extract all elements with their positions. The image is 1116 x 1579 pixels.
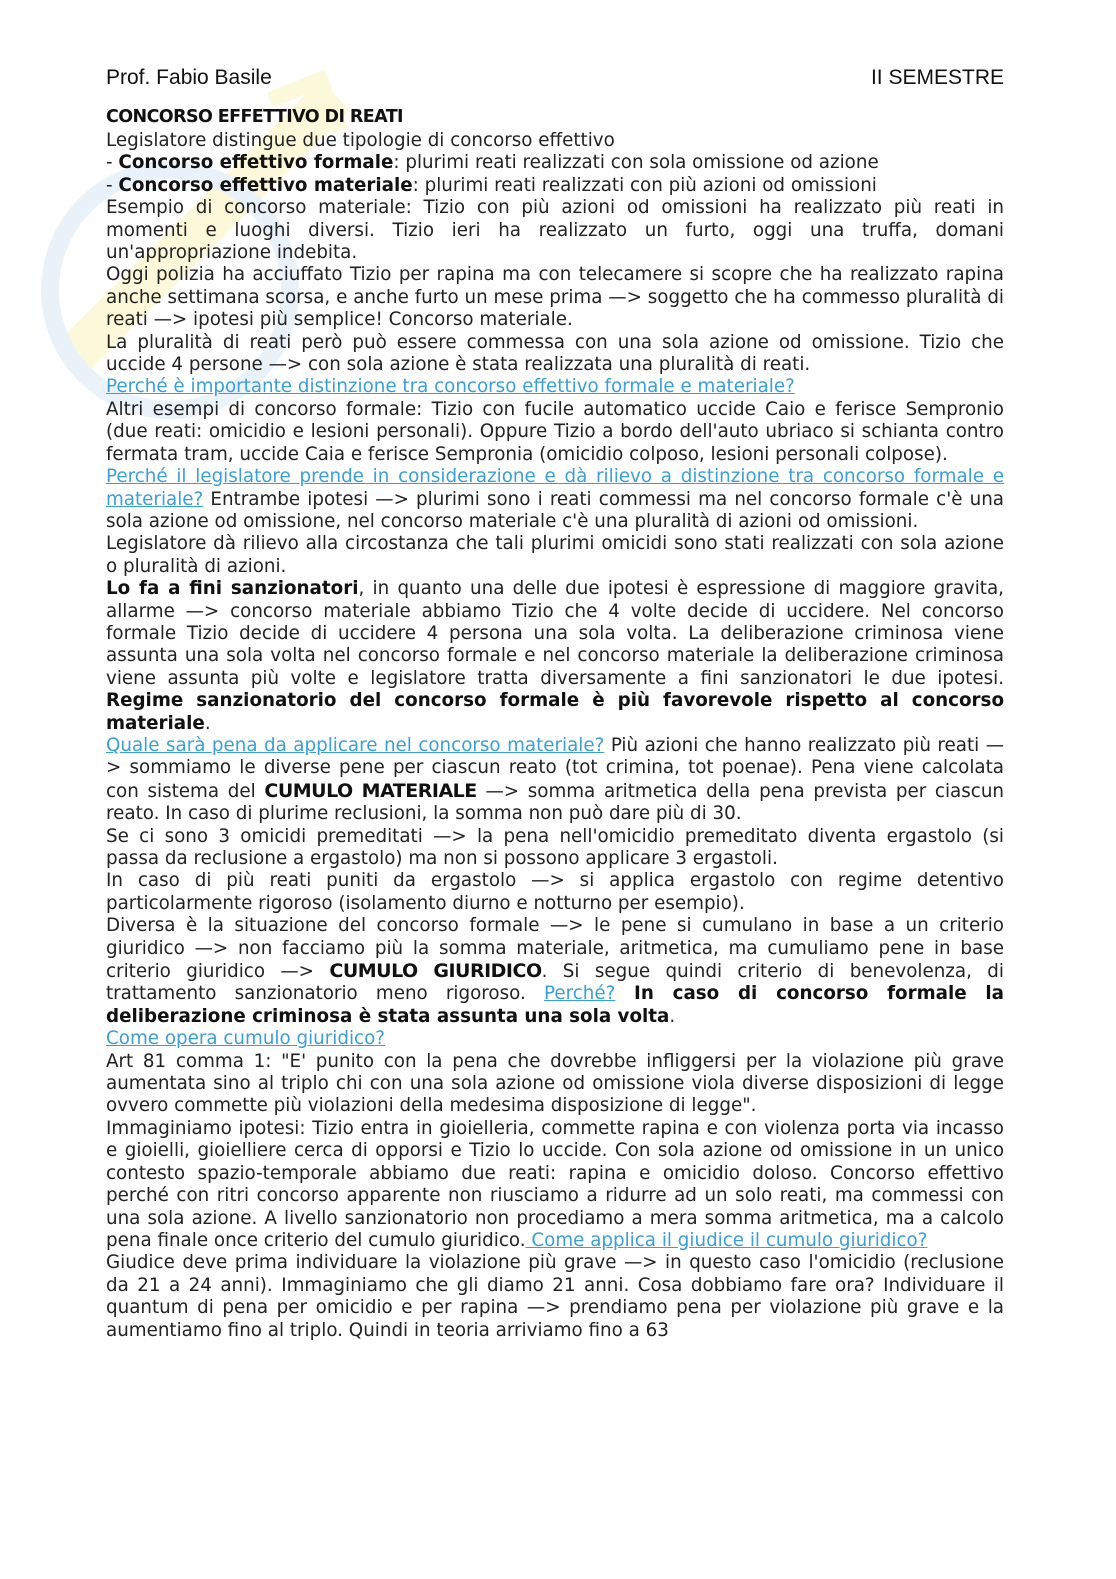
question-link[interactable]: Quale sarà pena da applicare nel concorso materiale? bbox=[106, 734, 605, 756]
question-link[interactable]: Perché? bbox=[543, 983, 616, 1005]
bullet-materiale bbox=[106, 175, 1004, 197]
cumulo-giuridico-term: CUMULO GIURIDICO bbox=[329, 960, 542, 983]
question-link[interactable]: Come opera cumulo giuridico? bbox=[106, 1028, 385, 1050]
bullet-term: Concorso effettivo materiale bbox=[118, 174, 413, 196]
paragraph-art81: Art 81 comma 1: "E' punito con la pena che dovrebbe infliggersi per la violazione più grave aumentata sino al triplo chi con una sola azione od omissione viola diverse disposizioni di legge ovvero commette più violazioni della medesima disposizione di legge". bbox=[106, 1050, 1004, 1117]
paragraph-altri-esempi: Altri esempi di concorso formale: Tizio con fucile automatico uccide Caio e ferisce Sempronio (due reati: omicidio e lesioni personali). Oppure Tizio a bordo dell'auto ubriaco si schianta contro fermata tram, uccide Caia e ferisce Sempronia (omicidio colposo, lesioni personali colpose). bbox=[106, 398, 1004, 465]
paragraph-cumulo-materiale bbox=[106, 735, 1004, 826]
section-title: CONCORSO EFFETTIVO DI REATI bbox=[106, 107, 403, 127]
paragraph-rilievo: Legislatore dà rilievo alla circostanza che tali plurimi omicidi sono stati realizzati con sola azione o pluralità di azioni. bbox=[106, 533, 1004, 577]
bold-text: In caso di concorso formale la deliberazione criminosa è stata assunta una sola volta bbox=[106, 983, 1004, 1027]
paragraph-text: Entrambe ipotesi —> plurimi sono i reati commessi ma nel concorso formale c'è una sola azione od omissione, nel concorso materiale c'è una pluralità di azioni od omissioni. bbox=[106, 488, 1004, 532]
paragraph-pluralita: La pluralità di reati però può essere commessa con una sola azione od omissione. Tizio che uccide 4 persone —> con sola azione è stata realizzata una pluralità di reati. bbox=[106, 331, 1004, 376]
cumulo-materiale-term: CUMULO MATERIALE bbox=[264, 779, 477, 802]
document-body bbox=[106, 104, 1004, 1342]
paragraph-omicidi: Se ci sono 3 omicidi premeditati —> la pena nell'omicidio premeditato diventa ergastolo (si passa da reclusione a ergastolo) ma non si possono applicare 3 ergastoli. bbox=[106, 825, 1004, 869]
paragraph-text: Diversa è la situazione del concorso formale —> le pene si cumulano in base a un criterio giuridico —> non facciamo più la somma materiale, aritmetica, ma cumuliamo pene in base criterio giuridico —> bbox=[106, 915, 1004, 983]
paragraph-oggi: Oggi polizia ha acciuffato Tizio per rapina ma con telecamere si scopre che ha realizzato rapina anche settimana scorsa, e anche furto un mese prima —> soggetto che ha commesso pluralità di reati —> ipotesi più semplice! Concorso materiale. bbox=[106, 264, 1004, 331]
semester-label: II SEMESTRE bbox=[870, 66, 1004, 89]
question-link[interactable]: Perché il legislatore prende in considerazione e dà rilievo a distinzione tra concorso formale e materiale? bbox=[106, 466, 1004, 510]
bullet-formale bbox=[106, 152, 1004, 174]
paragraph-esempio: Esempio di concorso materiale: Tizio con più azioni od omissioni ha realizzato più reati in momenti e luoghi diversi. Tizio ieri ha realizzato un furto, oggi una truffa, domani un'appropriazione indebita. bbox=[106, 197, 1004, 264]
period-text: . bbox=[669, 1005, 676, 1027]
paragraph-entrambe bbox=[106, 466, 1004, 533]
paragraph-ergastolo: In caso di più reati puniti da ergastolo —> si applica ergastolo con regime detentivo particolarmente rigoroso (isolamento diurno e notturno per esempio). bbox=[106, 870, 1004, 914]
paragraph-text: Più azioni che hanno realizzato più reati —> sommiamo le diverse pene per ciascun reato (tot crimina, tot poenae). Pena viene calcolata con sistema del bbox=[106, 734, 1004, 802]
paragraph-text: —> somma aritmetica della pena prevista per ciascun reato. In caso di plurime reclusioni, la somma non può dare più di 30. bbox=[106, 780, 1004, 825]
intro-paragraph: Legislatore distingue due tipologie di concorso effettivo bbox=[106, 130, 615, 151]
bullet-term: Concorso effettivo formale bbox=[118, 152, 394, 174]
bullet-text: : plurimi reati realizzati con sola omissione od azione bbox=[393, 152, 879, 174]
author-label: Prof. Fabio Basile bbox=[106, 66, 272, 89]
bullet-text: : plurimi reati realizzati con più azioni od omissioni bbox=[412, 174, 877, 196]
paragraph-text: . Si segue quindi criterio di benevolenza, di trattamento sanzionatorio meno rigoroso. bbox=[106, 961, 1004, 1005]
period-text: . bbox=[204, 712, 211, 734]
paragraph-immaginiamo bbox=[106, 1118, 1004, 1252]
paragraph-text: Immaginiamo ipotesi: Tizio entra in gioielleria, commette rapina e con violenza porta via incasso e gioielli, gioielliere cerca di opporsi e Tizio lo uccide. Con sola azione od omissione in un unico contesto spazio-temporale abbiamo due reati: rapina e omicidio doloso. Concorso effettivo perché con ritri concorso apparente non riusciamo a ridurre ad un solo reati, ma commessi con una sola azione. A livello sanzionatorio non procediamo a mera somma aritmetica, ma a calcolo pena finale once criterio del cumulo giuridico. bbox=[106, 1117, 1004, 1251]
paragraph-giudice: Giudice deve prima individuare la violazione più grave —> in questo caso l'omicidio (reclusione da 21 a 24 anni). Immaginiamo che gli diamo 21 anni. Cosa dobbiamo fare ora? Individuare il quantum di pena per omicidio e per rapina —> prendiamo pena per violazione più grave e la aumentiamo fino al triplo. Quindi in teoria arriviamo fino a 63 bbox=[106, 1252, 1004, 1341]
bullet-dash: - bbox=[106, 152, 113, 174]
page-header bbox=[106, 66, 1004, 90]
paragraph-fini-sanzionatori bbox=[106, 578, 1004, 735]
bold-text: Lo fa a fini sanzionatori bbox=[106, 578, 359, 600]
question-link[interactable]: Perché è importante distinzione tra concorso effettivo formale e materiale? bbox=[106, 376, 795, 398]
paragraph-text: , in quanto una delle due ipotesi è espressione di maggiore gravita, allarme —> concorso materiale abbiamo Tizio che 4 volte decide di uccidere. Nel concorso formale Tizio decide di uccidere 4 persona una sola volta. La deliberazione criminosa viene assunta una sola volta nel concorso formale e nel concorso materiale la deliberazione criminosa viene assunta più volte e legislatore tratta diversamente a fini sanzionatori le due ipotesi. bbox=[106, 578, 1004, 689]
paragraph-cumulo-giuridico bbox=[106, 915, 1004, 1028]
bold-text: Regime sanzionatorio del concorso formale è più favorevole rispetto al concorso materiale bbox=[106, 690, 1004, 734]
question-link[interactable]: Come applica il giudice il cumulo giuridico? bbox=[525, 1229, 928, 1251]
bullet-dash: - bbox=[106, 174, 113, 196]
